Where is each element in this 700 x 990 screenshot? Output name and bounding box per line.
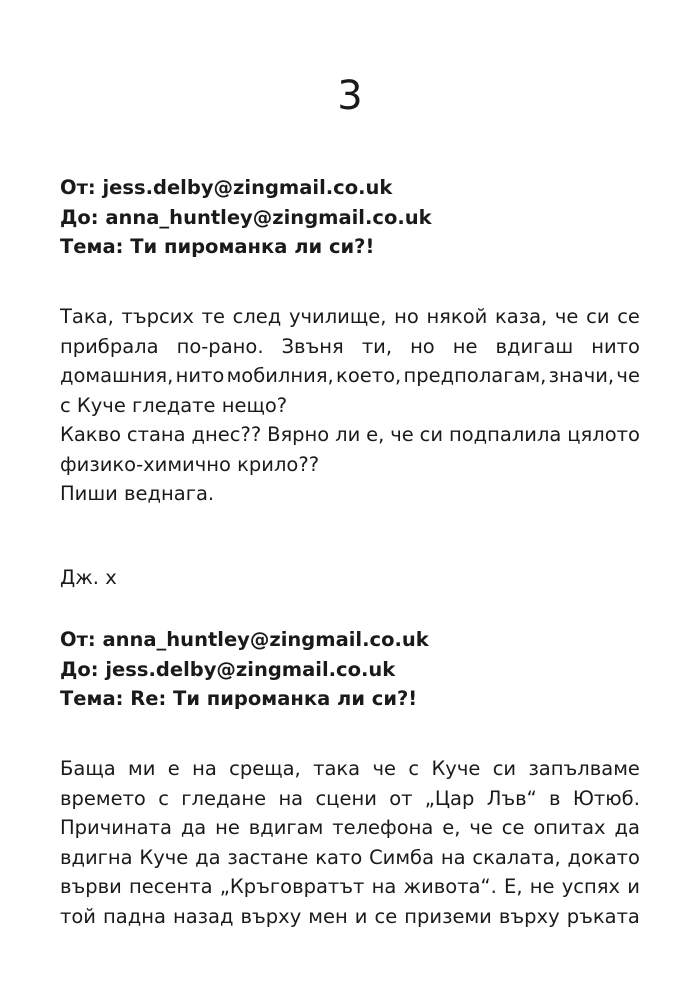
word: училище, (288, 305, 387, 328)
word: назад (172, 904, 234, 928)
body-line: с Куче гледате нещо? (60, 393, 288, 417)
word: нито (591, 334, 640, 358)
email2-from: От: anna_huntley@zingmail.co.uk (60, 628, 429, 651)
word: което, (336, 364, 402, 387)
word: Е, (504, 875, 523, 898)
word: върви (60, 875, 122, 898)
word: си (586, 305, 610, 328)
word: предполагам, (403, 364, 547, 387)
word: Вярно (267, 423, 330, 446)
word: на (371, 875, 397, 898)
word: нито (175, 364, 225, 387)
word: че (469, 816, 493, 839)
word: ти, (361, 334, 393, 358)
word: някой (426, 305, 488, 328)
word: гледане (181, 786, 267, 810)
word: запълваме (528, 757, 640, 780)
word: ли (335, 423, 361, 446)
word: не (529, 875, 555, 898)
word: цялото (567, 423, 640, 446)
email1-header (60, 173, 640, 262)
email2-subject: Тема: Re: Ти пироманка ли си?! (60, 687, 418, 710)
word: Лъв“ (486, 786, 537, 810)
word: на (278, 786, 304, 810)
word: „Кръговратът (219, 875, 365, 898)
email1-to: До: anna_huntley@zingmail.co.uk (60, 205, 432, 229)
word: си (492, 757, 517, 780)
body-line: физико-химично крило?? (60, 452, 320, 476)
word: по-рано. (176, 334, 264, 358)
word: подпалила (448, 423, 562, 446)
word: да (180, 816, 207, 839)
word: не (452, 334, 478, 358)
word: времето (60, 786, 146, 810)
word: но (410, 334, 435, 358)
email1-body (60, 302, 640, 509)
word: домашния, (60, 364, 174, 387)
word: така (313, 757, 361, 780)
word: Звъня (281, 334, 344, 358)
word: е, (366, 423, 385, 446)
word: той (60, 904, 96, 928)
word: успях (561, 875, 621, 898)
word: с (158, 786, 169, 810)
body-line (60, 784, 640, 814)
email2-header (60, 625, 640, 714)
word: на (440, 845, 466, 869)
word: Куче (431, 757, 481, 780)
email2-to: До: jess.delby@zingmail.co.uk (60, 657, 396, 681)
body-line (60, 843, 640, 873)
word: търсих (121, 305, 194, 328)
body-line (60, 302, 640, 332)
word: ръката (566, 904, 640, 928)
word: стана (126, 423, 186, 446)
word: опитах (533, 816, 606, 839)
word: си (419, 423, 444, 446)
email1-from: От: jess.delby@zingmail.co.uk (60, 176, 393, 199)
word: Така, (60, 305, 114, 328)
word: че (554, 305, 579, 328)
word: скалата, (472, 845, 561, 869)
word: живота“. (403, 875, 497, 898)
word: но (394, 305, 419, 328)
body-line (60, 754, 640, 784)
word: Баща (60, 757, 116, 780)
word: с (408, 757, 420, 780)
word: не (215, 816, 240, 839)
email1-subject: Тема: Ти пироманка ли си?! (60, 235, 375, 258)
word: като (315, 845, 363, 869)
word: „Цар (424, 786, 475, 810)
word: Какво (60, 423, 121, 446)
word: се (617, 305, 640, 328)
word: се (501, 816, 525, 839)
word: вдигна (60, 845, 133, 869)
word: те (201, 305, 225, 328)
word: падна (103, 904, 166, 928)
word: приземи (404, 904, 492, 928)
word: застане (227, 845, 309, 869)
word: че (616, 364, 640, 387)
word: Куче (139, 845, 189, 869)
word: прибрала (60, 334, 159, 358)
word: се (374, 904, 398, 928)
word: докато (567, 845, 640, 869)
word: значи, (548, 364, 615, 387)
word: мобилния, (226, 364, 334, 387)
word: Симба (369, 845, 435, 869)
word: върху (498, 904, 560, 928)
word: е, (442, 816, 461, 839)
word: че (390, 423, 414, 446)
body-line (60, 420, 640, 450)
body-line (60, 813, 640, 843)
word: днес?? (191, 423, 262, 446)
word: Причината (60, 816, 172, 839)
word: от (389, 786, 413, 810)
word: среща, (229, 757, 301, 780)
body-line (60, 361, 640, 391)
body-line: Пиши веднага. (60, 482, 215, 505)
email1-signature-block (60, 563, 640, 593)
word: и (627, 875, 640, 898)
word: е (167, 757, 180, 780)
word: на (192, 757, 217, 780)
word: да (614, 816, 640, 839)
body-line (60, 902, 640, 932)
chapter-number: 3 (337, 73, 363, 119)
word: мен (308, 904, 348, 928)
word: песента (129, 875, 213, 898)
word: телефона (332, 816, 434, 839)
word: да (195, 845, 221, 869)
word: вдигаш (495, 334, 574, 358)
word: ми (128, 757, 156, 780)
word: сцени (315, 786, 377, 810)
email2-body (60, 754, 640, 931)
body-line (60, 332, 640, 362)
word: и (354, 904, 368, 928)
word: че (372, 757, 397, 780)
word: след (232, 305, 282, 328)
email1-signature: Дж. х (60, 566, 117, 589)
word: върху (240, 904, 302, 928)
body-line (60, 872, 640, 902)
word: каза, (494, 305, 548, 328)
word: вдигам (248, 816, 324, 839)
word: Ютюб. (572, 786, 640, 810)
word: в (549, 786, 561, 810)
